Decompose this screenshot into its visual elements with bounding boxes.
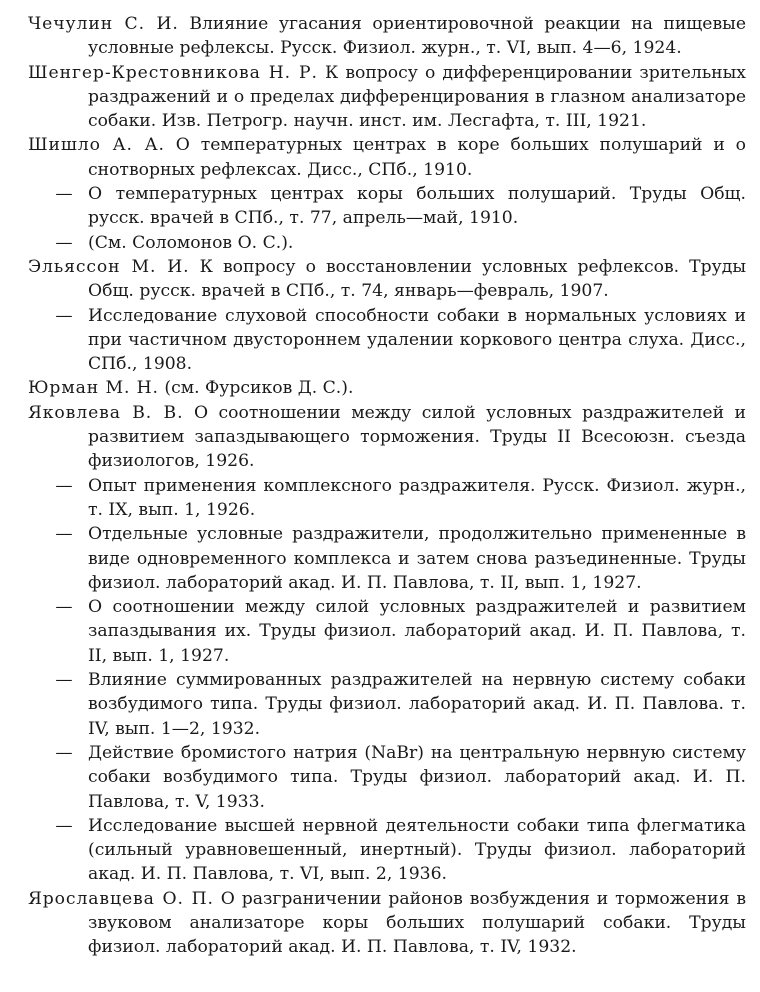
- ditto-dash: —: [55, 232, 73, 253]
- entry-text: Влияние суммированных раздражителей на нервную систему собаки возбудимого типа. Труды физиол. лабораторий акад. И. П. Павлова. т. IV, вып. 1—2, 1932.: [88, 670, 746, 739]
- entry-text: О соотношении между силой условных раздражителей и развитием запаздывания их. Труды физиол. лабораторий акад. И. П. Павлова, т. II, вып. 1, 1927.: [88, 597, 746, 666]
- bibliography-subentry: [28, 814, 746, 887]
- entry-text: О температурных центрах коры больших полушарий. Труды Общ. русск. врачей в СПб., т. 77, апрель—май, 1910.: [88, 184, 746, 229]
- ditto-dash: —: [55, 184, 73, 205]
- ditto-dash: —: [55, 524, 73, 545]
- bibliography-entry: [28, 401, 746, 474]
- bibliography-entry: [28, 61, 746, 134]
- entry-author: Шенгер-Крестовникова Н. Р.: [28, 62, 318, 83]
- entry-text: Влияние угасания ориентировочной реакции на пищевые условные рефлексы. Русск. Физиол. журн., т. VI, вып. 4—6, 1924.: [88, 14, 746, 59]
- entry-text: (см. Фурсиков Д. С.).: [164, 378, 354, 399]
- entry-text: К вопросу о дифференцировании зрительных раздражений и о пределах дифференцирования в глазном анализаторе собаки. Изв. Петрогр. научн. инст. им. Лесгафта, т. III, 1921.: [88, 62, 747, 132]
- entry-text: О температурных центрах в коре больших полушарий и о снотворных рефлексах. Дисс., СПб., 1910.: [88, 135, 746, 180]
- entry-author: Юрман М. Н.: [28, 378, 159, 399]
- entry-text: Исследование слуховой способности собаки в нормальных условиях и при частичном двустороннем удалении коркового центра слуха. Дисс., СПб., 1908.: [88, 305, 746, 375]
- bibliography-subentry: [28, 595, 746, 668]
- ditto-dash: —: [55, 597, 73, 618]
- bibliography-subentry: [28, 474, 746, 523]
- entry-text: Действие бромистого натрия (NaBr) на центральную нервную систему собаки возбудимого типа. Труды физиол. лабораторий акад. И. П. Павлова, т. V, 1933.: [88, 742, 746, 812]
- bibliography-subentry: [28, 741, 746, 814]
- entry-text: Опыт применения комплексного раздражителя. Русск. Физиол. журн., т. IX, вып. 1, 1926.: [88, 475, 746, 520]
- bibliography-subentry: [28, 231, 746, 255]
- bibliography-subentry: [28, 182, 746, 231]
- entry-author: Шишло А. А.: [28, 135, 165, 156]
- entry-text: О соотношении между силой условных раздражителей и развитием запаздывающего торможения. Труды II Всесоюзн. съезда физиологов, 1926.: [88, 402, 746, 472]
- bibliography-subentry: [28, 668, 746, 741]
- ditto-dash: —: [55, 305, 73, 326]
- bibliography-subentry: [28, 522, 746, 595]
- entry-author: Чечулин С. И.: [28, 14, 179, 34]
- bibliography-entry: [28, 133, 746, 182]
- ditto-dash: —: [55, 815, 73, 836]
- ditto-dash: —: [55, 475, 73, 496]
- entry-author: Ярославцева О. П.: [28, 888, 214, 909]
- ditto-dash: —: [55, 670, 73, 691]
- bibliography-entry: [28, 376, 746, 400]
- entry-author: Эльяссон М. И.: [28, 256, 190, 277]
- bibliography-entry: [28, 255, 746, 304]
- entry-text: Исследование высшей нервной деятельности собаки типа флегматика (сильный уравновешенный, инертный). Труды физиол. лабораторий акад. И. П. Павлова, т. VI, вып. 2, 1936.: [88, 815, 746, 885]
- ditto-dash: —: [55, 742, 73, 763]
- bibliography-subentry: [28, 304, 746, 377]
- entry-text: К вопросу о восстановлении условных рефлексов. Труды Общ. русск. врачей в СПб., т. 74, январь—февраль, 1907.: [88, 256, 747, 302]
- entry-text: (См. Соломонов О. С.).: [88, 232, 294, 253]
- bibliography-entry: [28, 12, 746, 61]
- entry-text: Отдельные условные раздражители, продолжительно примененные в виде одновременного комплекса и затем снова разъединенные. Труды физиол. лабораторий акад. И. П. Павлова, т. II, вып. 1, 1927.: [88, 524, 746, 593]
- entry-text: О разграничении районов возбуждения и торможения в звуковом анализаторе коры больших полушарий собаки. Труды физиол. лабораторий акад. И. П. Павлова, т. IV, 1932.: [88, 888, 746, 958]
- entry-author: Яковлева В. В.: [28, 402, 184, 423]
- bibliography-entry: [28, 887, 746, 960]
